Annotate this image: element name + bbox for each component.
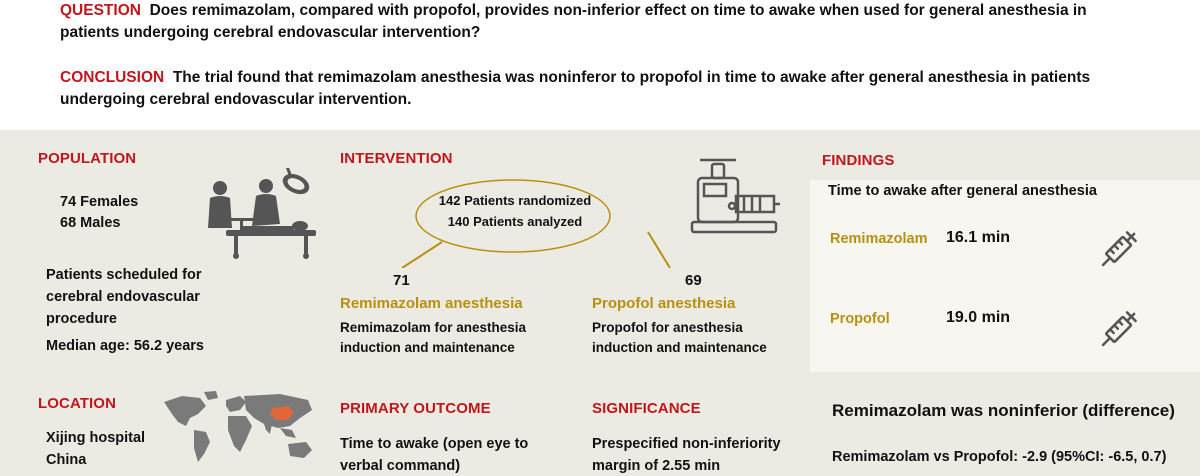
primary-outcome-line2: verbal command) [340, 458, 461, 474]
location-line1: Xijing hospital [46, 430, 146, 446]
infusion-pump-icon [690, 156, 782, 238]
arm1-count: 71 [393, 272, 410, 289]
arm2-desc-line1: Propofol for anesthesia [592, 320, 743, 335]
analyzed-count: 140 Patients analyzed [447, 214, 583, 229]
conclusion-line1: The trial found that remimazolam anesthesia was noninferor to propofol in time to awake after general anesthesia in patients [172, 69, 1091, 86]
intervention-header: INTERVENTION [340, 150, 453, 167]
question-block [60, 0, 1190, 44]
randomization-text [420, 190, 610, 232]
arm1-desc [340, 318, 526, 358]
findings-result-title: Remimazolam was noninferior (difference) [832, 401, 1175, 420]
conclusion-line2: undergoing cerebral endovascular intervention. [60, 91, 412, 108]
arm2-desc [592, 318, 767, 358]
syringe-icon [1092, 300, 1148, 356]
question-label: QUESTION [60, 2, 141, 19]
findings-subtitle: Time to awake after general anesthesia [828, 183, 1097, 199]
arm1-desc-line2: induction and maintenance [340, 340, 515, 355]
location-text [46, 427, 145, 471]
findings-result-detail: Remimazolam vs Propofol: -2.9 (95%CI: -6.5, 0.7) [832, 449, 1167, 465]
primary-outcome-text [340, 433, 528, 476]
primary-outcome-line1: Time to awake (open eye to [340, 436, 529, 452]
arm2-name: Propofol anesthesia [592, 295, 736, 312]
question-line1: Does remimazolam, compared with propofol, provides non-inferior effect on time to awake when used for general anesthesia in [149, 2, 1087, 19]
arm2-desc-line2: induction and maintenance [592, 340, 767, 355]
population-desc-line1: Patients scheduled for [46, 267, 202, 283]
conclusion-block [60, 67, 1190, 111]
population-desc-line2: cerebral endovascular [46, 289, 200, 305]
world-map-icon [160, 388, 322, 468]
findings-row1-label: Remimazolam [830, 231, 928, 247]
population-header: POPULATION [38, 150, 137, 167]
significance-text [592, 433, 781, 476]
population-females: 74 Females [60, 194, 139, 210]
arm1-name: Remimazolam anesthesia [340, 295, 523, 312]
significance-header: SIGNIFICANCE [592, 400, 701, 417]
population-median-age: Median age: 56.2 years [46, 338, 204, 354]
findings-row2-label: Propofol [830, 311, 890, 327]
question-line2: patients undergoing cerebral endovascular intervention? [60, 24, 481, 41]
population-description [46, 264, 202, 330]
surgery-icon [200, 168, 318, 260]
findings-row2-value: 19.0 min [946, 309, 1011, 326]
conclusion-label: CONCLUSION [60, 69, 165, 86]
randomized-count: 142 Patients randomized [438, 193, 592, 208]
arm2-count: 69 [685, 272, 702, 289]
syringe-icon [1092, 220, 1148, 276]
population-males: 68 Males [60, 215, 121, 231]
arm1-desc-line1: Remimazolam for anesthesia [340, 320, 527, 335]
findings-header: FINDINGS [822, 152, 895, 169]
findings-row1-value: 16.1 min [946, 229, 1011, 246]
location-line2: China [46, 452, 87, 468]
significance-line1: Prespecified non-inferiority [592, 436, 781, 452]
population-desc-line3: procedure [46, 311, 117, 327]
location-header: LOCATION [38, 395, 117, 412]
significance-line2: margin of 2.55 min [592, 458, 721, 474]
primary-outcome-header: PRIMARY OUTCOME [340, 400, 491, 417]
